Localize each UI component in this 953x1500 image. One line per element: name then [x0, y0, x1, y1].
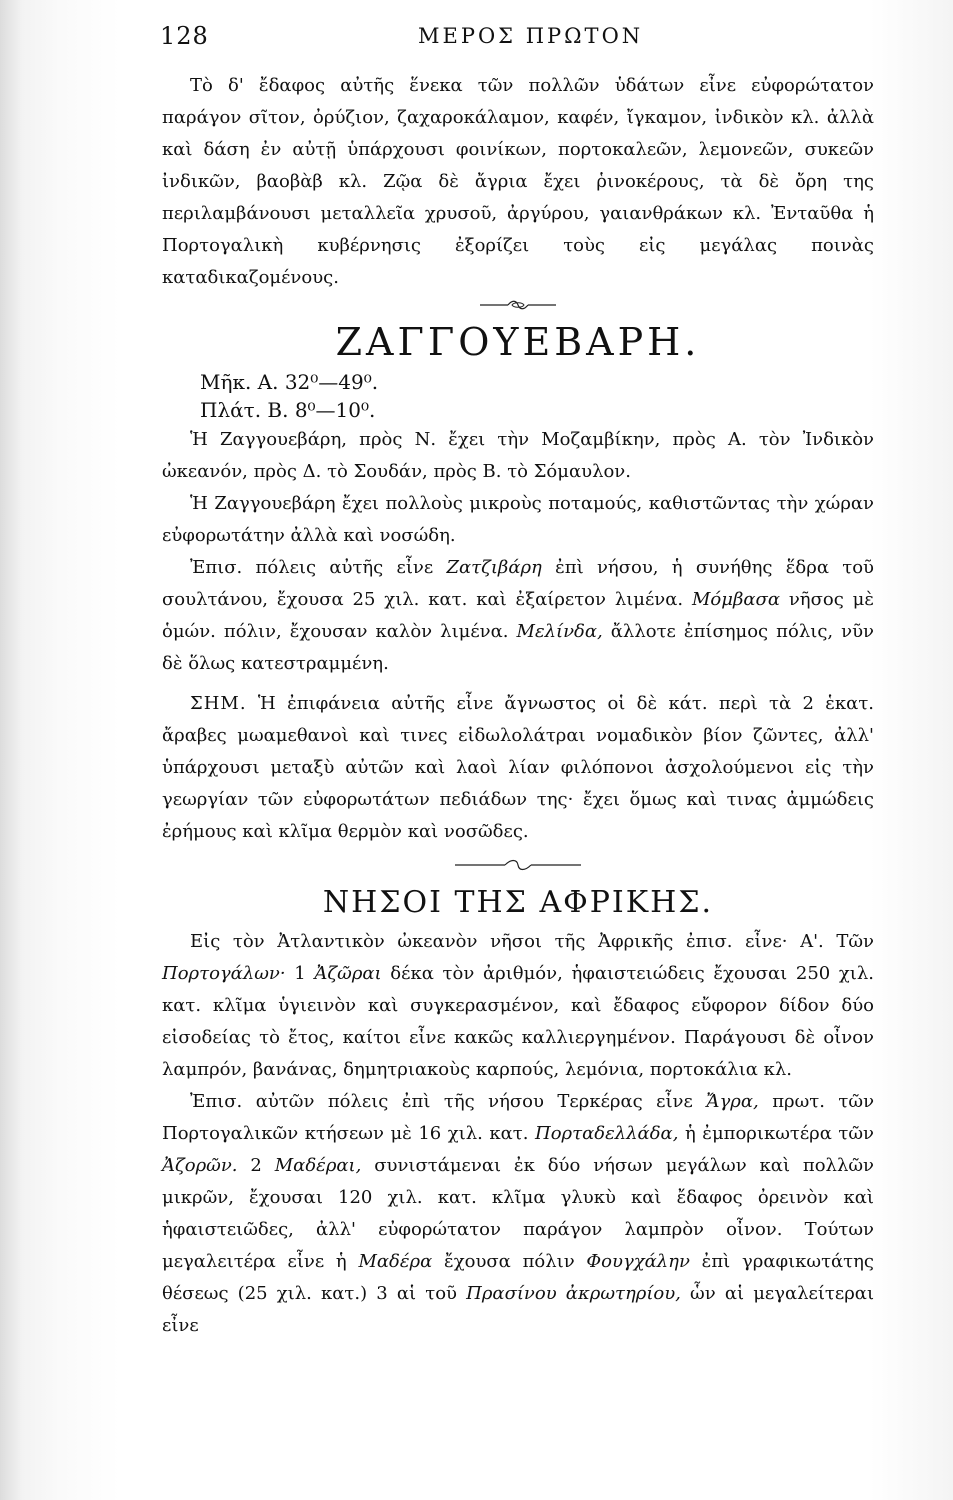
divider-ornament: [162, 298, 874, 312]
coordinates-block: [162, 368, 874, 424]
text-run: δέκα τὸν ἀριθμόν, ἡφαιστειώδεις ἔχουσαι 250 χιλ. κατ. κλῖμα ὑγιεινὸν καὶ συγκερασμένον, καὶ ἔδαφος εὔφορον δίδον δύο εἰσοδείας τὸ ἔτος, καίτοι εἶνε κακῶς καλλιεργημένον. Παράγουσι δὲ οἶνον λαμπρόν, βανάνας, δημητριακοὺς καρπούς, λεμόνια, πορτοκάλια κλ.: [162, 963, 874, 1080]
text-run: Ἐπισ. πόλεις αὐτῆς εἶνε: [190, 557, 447, 578]
flourish-icon: [453, 859, 583, 871]
islands-paragraph-1: [162, 926, 874, 1086]
section-title-zanzibar: ΖΑΓΓΟΥΕΒΑΡΗ.: [335, 320, 701, 364]
city-name: Μόμβασα: [692, 589, 780, 610]
rivers-paragraph: Ἡ Ζαγγουεβάρη ἔχει πολλοὺς μικροὺς ποταμούς, καθιστῶντας τὴν χώραν εὐφορωτάτην ἀλλὰ καὶ νοσώδη.: [162, 493, 874, 546]
page-number: 128: [160, 22, 209, 50]
text-run: ἐπὶ γραφικωτάτης θέσεως (25 χιλ. κατ.) 3 αἱ τοῦ: [162, 1251, 874, 1304]
place-name: Πορταδελλάδα,: [535, 1123, 679, 1144]
text-run: Ἐπισ. αὐτῶν πόλεις ἐπὶ τῆς νήσου Τερκέρας εἶνε: [190, 1091, 707, 1112]
cities-paragraph: [162, 552, 874, 680]
text-run: συνιστάμεναι ἐκ δύο νήσων μεγάλων καὶ πολλῶν μικρῶν, ἔχουσαι 120 χιλ. κατ. κλῖμα γλυκὺ καὶ ἔδαφος ὀρεινὸν καὶ ἡφαιστειῶδες, ἀλλ' εὐφορώτατον παράγον λαμπρὸν οἶνον. Τούτων μεγαλειτέρα εἶνε ἡ: [162, 1155, 874, 1272]
place-name: Φουγχάλην: [586, 1251, 690, 1272]
text-run: Εἰς τὸν Ἀτλαντικὸν ὠκεανὸν νῆσοι τῆς Ἀφρικῆς ἐπισ. εἶνε· Α'. Τῶν: [190, 931, 874, 952]
place-name: Μαδέραι,: [274, 1155, 362, 1176]
text-run: ἡ ἐμπορικωτέρα τῶν: [678, 1123, 875, 1144]
running-title: ΜΕΡΟΣ ΠΡΩΤΟΝ: [418, 24, 644, 48]
text-run: ἐπὶ νήσου, ἡ συνήθης ἕδρα τοῦ σουλτάνου, ἔχουσα 25 χιλ. κατ. καὶ ἐξαίρετον λιμένα.: [162, 557, 875, 610]
section-title-islands: ΝΗΣΟΙ ΤΗΣ ΑΦΡΙΚΗΣ.: [322, 885, 714, 920]
note-label: ΣΗΜ.: [190, 693, 247, 714]
latitude-line: Πλάτ. Β. 8⁰—10⁰.: [200, 398, 376, 422]
place-name: Πορτογάλων·: [162, 963, 286, 984]
text-run: πρωτ. τῶν Πορτογαλικῶν κτήσεων μὲ 16 χιλ. κατ.: [162, 1091, 875, 1144]
note-paragraph: [162, 688, 874, 848]
page-body: [162, 70, 874, 1342]
place-name: Ἀζορῶν.: [162, 1155, 238, 1176]
text-run: ὧν αἱ μεγαλείτεραι εἶνε: [162, 1283, 875, 1336]
place-name: Ἄγρα,: [706, 1091, 759, 1112]
city-name: Ζατζιβάρη: [446, 557, 542, 578]
divider-ornament: [162, 858, 874, 872]
intro-paragraph: Τὸ δ' ἔδαφος αὐτῆς ἕνεκα τῶν πολλῶν ὑδάτων εἶνε εὐφορώτατον παράγον σῖτον, ὀρύζιον, ζαχαροκάλαμον, καφέν, ἴγκαμον, ἰνδικὸν κλ. ἀλλὰ καὶ δάση ἐν αὐτῇ ὑπάρχουσι φοινίκων, πορτοκαλεῶν, λεμονεῶν, συκεῶν ἰνδικῶν, βαοβὰβ κλ. Ζῷα δὲ ἄγρια ἔχει ῥινοκέρους, τὰ δὲ ὄρη της περιλαμβάνουσι μεταλλεῖα χρυσοῦ, ἀργύρου, γαιανθράκων κλ. Ἐνταῦθα ἡ Πορτογαλικὴ κυβέρνησις ἐξορίζει τοὺς εἰς μεγάλας ποινὰς καταδικαζομένους.: [162, 75, 874, 288]
note-text: Ἡ ἐπιφάνεια αὐτῆς εἶνε ἄγνωστος οἱ δὲ κάτ. περὶ τὰ 2 ἑκατ. ἄραβες μωαμεθανοὶ καὶ τινες εἰδωλολάτραι νομαδικὸν βίον ζῶντες, ἀλλ' ὑπάρχουσι μεταξὺ αὐτῶν καὶ λαοὶ λίαν φιλόπονοι ἀσχολούμενοι εἰς τὴν γεωργίαν τῶν εὐφορωτάτων πεδιάδων της· ἔχει ὅμως καὶ τινας ἀμμώδεις ἐρήμους καὶ κλῖμα θερμὸν καὶ νοσῶδες.: [162, 693, 874, 842]
place-name: Πρασίνου ἀκρωτηρίου,: [466, 1283, 681, 1304]
city-name: Μελίνδα,: [516, 621, 603, 642]
place-name: Ἀζῶραι: [314, 963, 382, 984]
flourish-icon: [478, 299, 558, 311]
longitude-line: Μῆκ. Α. 32⁰—49⁰.: [200, 370, 379, 394]
page-header: [160, 22, 880, 56]
islands-paragraph-2: [162, 1086, 874, 1342]
text-run: 1: [285, 963, 315, 984]
text-run: νῆσος μὲ ὁμών. πόλιν, ἔχουσαν καλὸν λιμένα.: [162, 589, 874, 642]
borders-paragraph: Ἡ Ζαγγουεβάρη, πρὸς Ν. ἔχει τὴν Μοζαμβίκην, πρὸς Α. τὸν Ἰνδικὸν ὠκεανόν, πρὸς Δ. τὸ Σουδάν, πρὸς Β. τὸ Σόμαυλον.: [162, 429, 874, 482]
text-run: ἔχουσα πόλιν: [432, 1251, 587, 1272]
place-name: Μαδέρα: [358, 1251, 433, 1272]
text-run: ἄλλοτε ἐπίσημος πόλις, νῦν δὲ ὅλως κατεστραμμένη.: [162, 621, 874, 674]
text-run: 2: [237, 1155, 275, 1176]
